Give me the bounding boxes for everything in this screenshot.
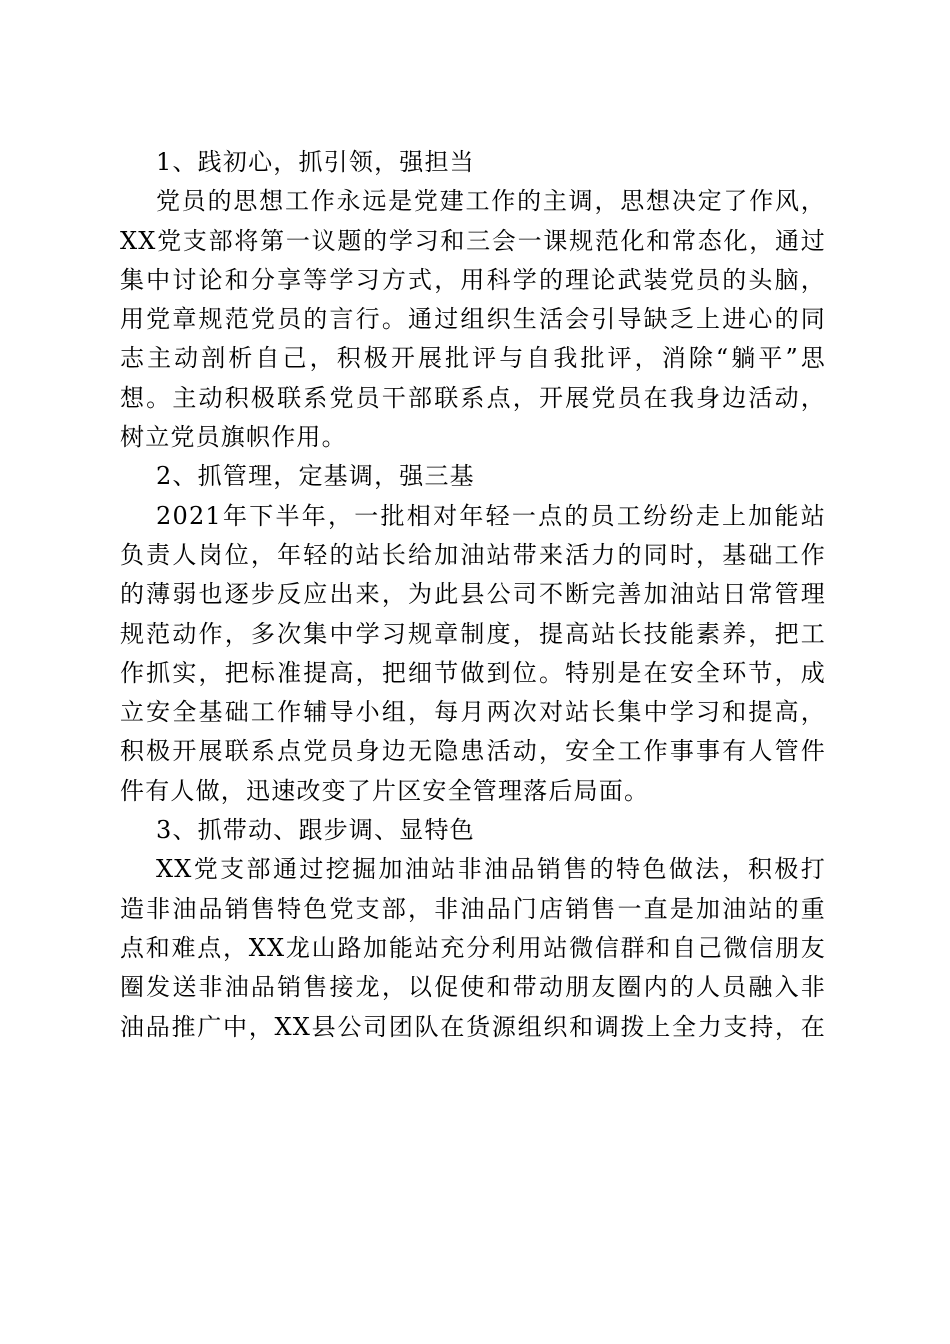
document-body: [120, 143, 826, 1047]
text-line: XX党支部通过挖掘加油站非油品销售的特色做法，积极打: [156, 855, 826, 884]
section-2-heading: 2、抓管理，定基调，强三基: [156, 462, 475, 491]
text-line: 规范动作，多次集中学习规章制度，提高站长技能素养，把工: [120, 619, 826, 648]
text-line: 树立党员旗帜作用。: [120, 423, 347, 452]
text-line: 立安全基础工作辅导小组，每月两次对站长集中学习和提高，: [120, 698, 826, 727]
text-line: 点和难点，XX龙山路加能站充分利用站微信群和自己微信朋友: [120, 933, 826, 962]
text-line: 党员的思想工作永远是党建工作的主调，思想决定了作风，: [156, 187, 826, 216]
text-line: 志主动剖析自己，积极开展批评与自我批评，消除“躺平”思: [120, 344, 826, 373]
text-line: 油品推广中，XX县公司团队在货源组织和调拨上全力支持，在: [120, 1012, 826, 1041]
text-line: 件有人做，迅速改变了片区安全管理落后局面。: [120, 776, 650, 805]
text-line: 作抓实，把标准提高，把细节做到位。特别是在安全环节，成: [120, 658, 826, 687]
text-line: 的薄弱也逐步反应出来，为此县公司不断完善加油站日常管理: [120, 580, 826, 609]
text-line: 用党章规范党员的言行。通过组织生活会引导缺乏上进心的同: [120, 305, 826, 334]
text-line: 圈发送非油品销售接龙，以促使和带动朋友圈内的人员融入非: [120, 973, 826, 1002]
text-line: 积极开展联系点党员身边无隐患活动，安全工作事事有人管件: [120, 737, 826, 766]
text-line: 集中讨论和分享等学习方式，用科学的理论武装党员的头脑，: [120, 265, 826, 294]
text-line: 2021年下半年，一批相对年轻一点的员工纷纷走上加能站: [156, 501, 826, 530]
section-3-paragraph: [120, 850, 826, 1046]
section-1-heading: 1、践初心，抓引领，强担当: [156, 148, 475, 176]
text-line: 负责人岗位，年轻的站长给加油站带来活力的同时，基础工作: [120, 540, 826, 569]
text-line: 造非油品销售特色党支部，非油品门店销售一直是加油站的重: [120, 894, 826, 923]
section-2-paragraph: [120, 497, 826, 811]
section-3-heading: 3、抓带动、跟步调、显特色: [156, 816, 475, 845]
section-1-paragraph: [120, 182, 826, 457]
text-line: 想。主动积极联系党员干部联系点，开展党员在我身边活动，: [120, 383, 826, 412]
text-line: XX党支部将第一议题的学习和三会一课规范化和常态化，通过: [120, 226, 826, 255]
